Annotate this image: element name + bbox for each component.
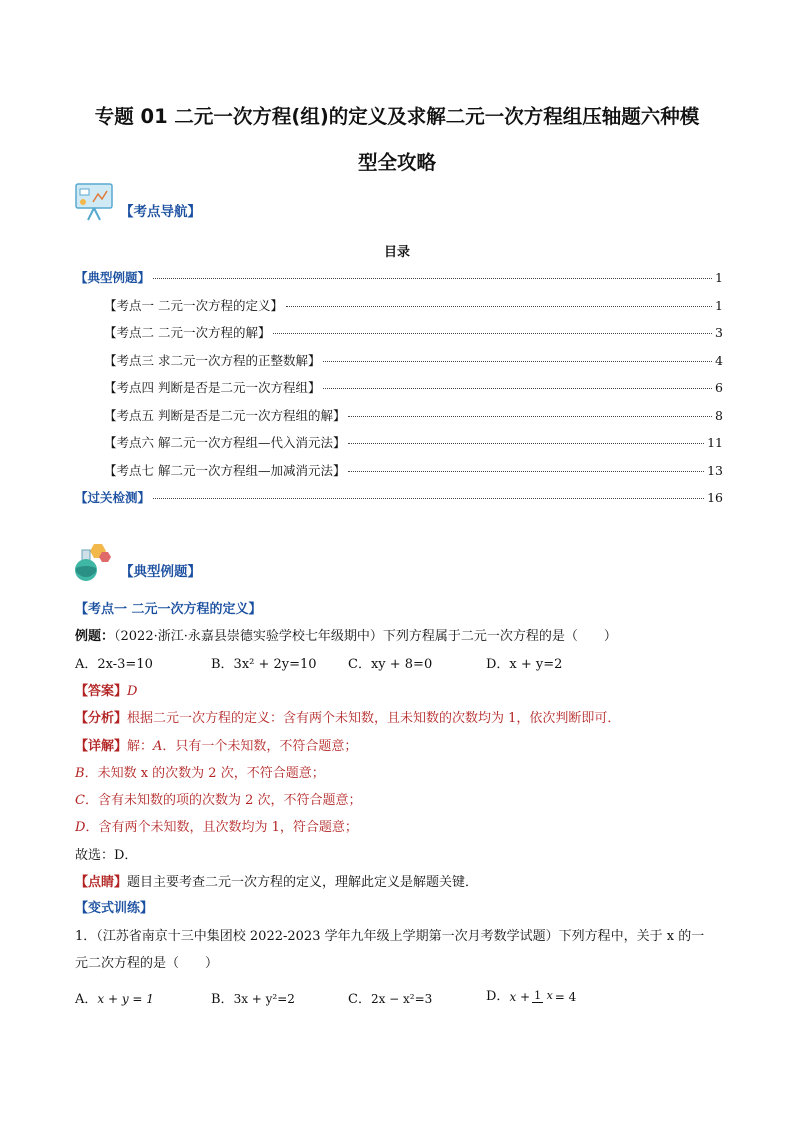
detail-b-text: ．未知数 x 的次数为 2 次，不符合题意； — [84, 766, 325, 781]
practice-heading: 【变式训练】 — [75, 901, 154, 916]
toc-leader-dots — [323, 361, 712, 362]
example-question — [75, 628, 725, 646]
analysis-tag: 【分析】 — [75, 711, 128, 726]
practice-q1-options — [75, 990, 725, 1009]
detail-line-1 — [75, 738, 725, 756]
toc-entry-label: 【典型例题】 — [75, 270, 151, 285]
detail-conclusion: 故选：D． — [75, 848, 138, 863]
page-title — [60, 94, 734, 186]
practice-option-b — [211, 990, 348, 1009]
toc-entry-label: 【考点六 解二元一次方程组—代入消元法】 — [104, 435, 346, 450]
opt-d-numerator: 1 — [534, 989, 542, 1002]
toc-leader-dots — [348, 416, 712, 417]
detail-line-2 — [75, 765, 725, 783]
opt-b-letter: B． — [211, 992, 234, 1007]
toc-leader-dots — [323, 388, 712, 389]
detail-a-letter: A — [153, 739, 163, 754]
toc-page-number: 4 — [715, 352, 723, 368]
detail-a-text: ．只有一个未知数，不符合题意； — [162, 739, 358, 754]
toc-leader-dots — [348, 471, 704, 472]
presentation-board-icon — [72, 180, 118, 222]
toc-entry-label: 【考点一 二元一次方程的定义】 — [104, 297, 283, 313]
example-text: （2022·浙江·永嘉县崇德实验学校七年级期中）下列方程属于二元一次方程的是（ ） — [114, 629, 617, 644]
practice-option-a — [75, 990, 211, 1009]
toc-entry-label: 【过关检测】 — [75, 490, 151, 505]
practice-option-c — [348, 990, 486, 1009]
toc-page-number: 8 — [715, 407, 723, 423]
toc-entry[interactable] — [75, 378, 723, 406]
answer-line — [75, 683, 725, 701]
toc-entry-label: 【考点二 二元一次方程的解】 — [104, 325, 271, 340]
comment-line — [75, 874, 725, 892]
practice-q1-line1: 1．（江苏省南京十三中集团校 2022-2023 学年九年级上学期第一次月考数学试题）下列方程中，关于 x 的一 — [75, 929, 705, 944]
detail-head: 解： — [127, 739, 154, 754]
detail-line-4 — [75, 819, 725, 837]
toc-leader-dots — [348, 443, 704, 444]
nav-section-header — [72, 180, 201, 222]
toc-entry[interactable] — [75, 351, 723, 379]
examples-section-header — [72, 542, 201, 582]
toc-entry[interactable] — [75, 461, 723, 489]
flask-icon — [72, 542, 114, 582]
answer-tag: 【答案】 — [75, 684, 128, 699]
analysis-line — [75, 710, 725, 728]
toc-entry[interactable] — [75, 296, 723, 324]
opt-d-post: = 4 — [554, 989, 577, 1004]
kp1-heading: 【考点一 二元一次方程的定义】 — [75, 602, 262, 617]
detail-d-letter: D — [75, 820, 86, 835]
comment-tag: 【点睛】 — [75, 875, 128, 890]
opt-d-fraction — [532, 990, 553, 1003]
toc-entry-label: 【考点五 判断是否是二元一次方程组的解】 — [104, 407, 346, 423]
opt-d-pre: x + — [509, 989, 531, 1004]
practice-option-d — [486, 984, 576, 1009]
example-option-b: B．3x² + 2y=10 — [211, 657, 317, 672]
toc-page-number: 1 — [715, 270, 723, 285]
detail-d-text: ．含有两个未知数，且次数均为 1，符合题意； — [85, 820, 358, 835]
toc-entry-label: 【考点三 求二元一次方程的正整数解】 — [104, 352, 321, 368]
toc-leader-dots — [286, 306, 712, 307]
toc-entry[interactable] — [75, 323, 723, 351]
opt-c-letter: C． — [348, 992, 371, 1007]
toc-leader-dots — [153, 278, 712, 279]
practice-q1-line2: 元二次方程的是（ ） — [75, 956, 219, 971]
detail-b-letter: B — [75, 766, 85, 781]
example-option-d: D．x + y=2 — [486, 657, 563, 672]
opt-d-letter: D． — [486, 988, 510, 1004]
detail-c-text: ．含有未知数的项的次数为 2 次，不符合题意； — [84, 793, 362, 808]
title-line-2: 型全攻略 — [357, 151, 436, 174]
example-options — [75, 656, 725, 674]
toc-page-number: 1 — [715, 297, 723, 313]
toc-page-number: 16 — [707, 490, 723, 505]
toc-heading: 目录 — [383, 245, 410, 260]
opt-a-expr: x + y = 1 — [97, 992, 154, 1006]
table-of-contents — [75, 268, 723, 516]
toc-entry[interactable] — [75, 488, 723, 516]
answer-value: D — [127, 684, 138, 699]
toc-entry[interactable] — [75, 406, 723, 434]
toc-entry-label: 【考点七 解二元一次方程组—加减消元法】 — [104, 462, 346, 478]
toc-entry[interactable] — [75, 433, 723, 461]
toc-leader-dots — [273, 333, 712, 334]
detail-line-3 — [75, 792, 725, 810]
opt-a-letter: A． — [75, 992, 98, 1007]
toc-page-number: 13 — [707, 462, 723, 478]
example-option-c: C．xy + 8=0 — [348, 657, 433, 672]
toc-page-number: 11 — [707, 435, 723, 450]
toc-page-number: 3 — [715, 325, 723, 340]
opt-c-expr: 2x − x²=3 — [370, 992, 433, 1006]
toc-page-number: 6 — [715, 380, 723, 395]
comment-text: 题目主要考查二元一次方程的定义，理解此定义是解题关键． — [127, 875, 479, 890]
analysis-text: 根据二元一次方程的定义：含有两个未知数，且未知数的次数均为 1，依次判断即可． — [127, 711, 621, 726]
toc-entry-label: 【考点四 判断是否是二元一次方程组】 — [104, 380, 321, 395]
title-line-1: 专题 01 二元一次方程(组)的定义及求解二元一次方程组压轴题六种模 — [94, 105, 700, 128]
detail-tag: 【详解】 — [75, 739, 128, 754]
toc-leader-dots — [153, 498, 704, 499]
opt-b-expr: 3x + y²=2 — [233, 992, 295, 1006]
example-prefix: 例题： — [75, 629, 115, 644]
nav-label: 【考点导航】 — [120, 204, 201, 220]
toc-entry[interactable] — [75, 268, 723, 296]
opt-d-denominator: x — [546, 989, 553, 1002]
detail-c-letter: C — [75, 793, 85, 808]
examples-label: 【典型例题】 — [120, 564, 201, 580]
example-option-a: A．2x-3=10 — [75, 657, 153, 672]
